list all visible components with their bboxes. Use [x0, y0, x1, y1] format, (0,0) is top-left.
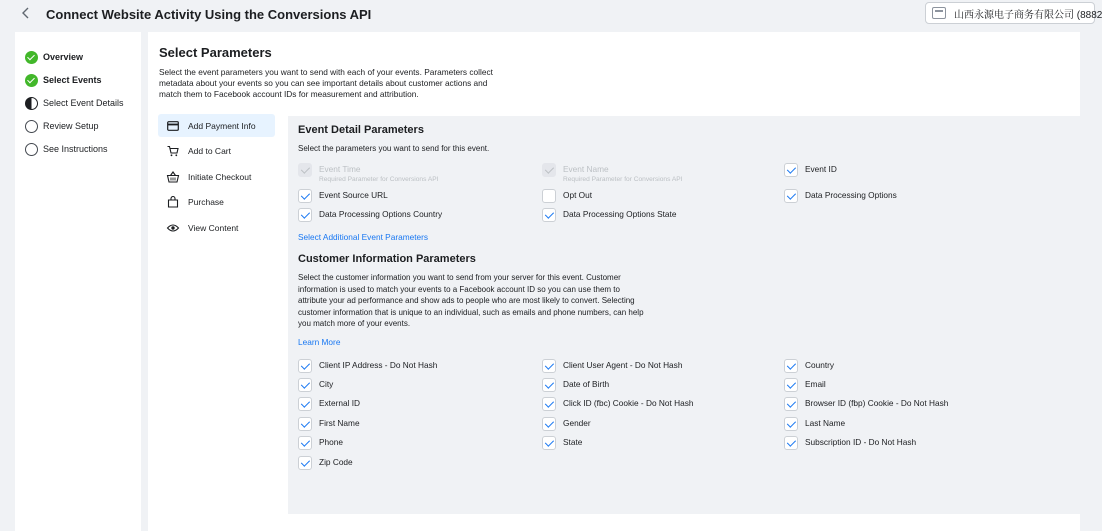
param-label: Data Processing Options State: [563, 209, 677, 219]
parameters-panel: [288, 116, 1080, 514]
ad-account-icon: [932, 7, 946, 19]
param-label: Opt Out: [563, 190, 593, 200]
param-checkbox[interactable]: [784, 417, 798, 431]
param-checkbox[interactable]: [298, 397, 312, 411]
step-overview[interactable]: [25, 49, 83, 65]
param-label: Data Processing Options: [805, 190, 897, 200]
param-label: Date of Birth: [563, 379, 610, 389]
select-additional-params-link[interactable]: Select Additional Event Parameters: [298, 232, 429, 242]
param-data-processing-options-country: [298, 208, 442, 224]
account-name: 山西永源电子商务有限公司 (8882: [954, 9, 1102, 21]
event-label: Add to Cart: [188, 146, 231, 156]
param-label: Country: [805, 360, 835, 370]
param-label: Client IP Address - Do Not Hash: [319, 360, 438, 370]
event-label: Add Payment Info: [188, 120, 256, 131]
param-email: [784, 378, 826, 394]
param-label: Subscription ID - Do Not Hash: [805, 437, 917, 447]
param-last-name: [784, 417, 845, 433]
step-select-events[interactable]: [25, 72, 102, 88]
param-client-ip-address: [298, 359, 437, 375]
event-detail-title: Event Detail Parameters: [298, 124, 424, 136]
param-event-id: [784, 163, 837, 179]
section-title: Select Parameters: [159, 45, 272, 60]
event-item-add-payment-info[interactable]: [158, 114, 275, 137]
back-button[interactable]: [18, 5, 34, 21]
param-checkbox[interactable]: [542, 436, 556, 450]
empty-circle-icon: [25, 143, 38, 156]
param-checkbox[interactable]: [784, 397, 798, 411]
param-label: Client User Agent - Do Not Hash: [563, 360, 683, 370]
param-label: Event Source URL: [319, 190, 388, 200]
eye-icon: [167, 222, 179, 234]
empty-circle-icon: [25, 120, 38, 133]
param-data-processing-options: [784, 189, 897, 205]
param-first-name: [298, 417, 360, 433]
page-title: Connect Website Activity Using the Conversions API: [46, 7, 372, 22]
step-label: Overview: [43, 52, 84, 62]
required-note: Required Parameter for Conversions API: [319, 176, 439, 183]
param-phone: [298, 436, 343, 452]
param-subscription-id: [784, 436, 916, 452]
top-bar: [0, 0, 1102, 28]
check-circle-icon: [25, 51, 38, 64]
customer-info-title: Customer Information Parameters: [298, 253, 476, 265]
param-external-id: [298, 397, 360, 413]
event-label: Purchase: [188, 197, 224, 207]
param-label: Event Name: [563, 164, 609, 174]
param-label: Browser ID (fbp) Cookie - Do Not Hash: [805, 398, 949, 408]
param-click-id-fbc: [542, 397, 693, 413]
param-zip-code: [298, 456, 353, 472]
step-label: Review Setup: [43, 121, 99, 131]
param-state: [542, 436, 582, 452]
event-item-add-to-cart[interactable]: [158, 140, 275, 163]
cart-icon: [167, 145, 179, 157]
param-checkbox[interactable]: [298, 378, 312, 392]
param-checkbox[interactable]: [784, 189, 798, 203]
event-label: Initiate Checkout: [188, 171, 252, 182]
param-label: Last Name: [805, 418, 846, 428]
setup-steps: [15, 32, 141, 531]
param-checkbox[interactable]: [542, 208, 556, 222]
param-label: Data Processing Options Country: [319, 209, 443, 219]
event-item-purchase[interactable]: [158, 191, 275, 214]
param-label: External ID: [319, 398, 361, 408]
chevron-left-icon: [18, 5, 34, 21]
param-city: [298, 378, 333, 394]
param-checkbox[interactable]: [298, 208, 312, 222]
param-checkbox[interactable]: [298, 456, 312, 470]
param-label: City: [319, 379, 334, 389]
event-item-view-content[interactable]: [158, 216, 275, 239]
param-event-source-url: [298, 189, 388, 205]
param-label: Zip Code: [319, 457, 353, 467]
param-checkbox[interactable]: [542, 189, 556, 203]
param-label: Event Time: [319, 164, 361, 174]
credit-card-icon: [167, 120, 179, 132]
param-data-processing-options-state: [542, 208, 676, 224]
param-checkbox[interactable]: [784, 378, 798, 392]
learn-more-link[interactable]: Learn More: [298, 337, 341, 347]
event-label: View Content: [188, 222, 239, 233]
param-opt-out: [542, 189, 592, 205]
param-checkbox[interactable]: [298, 189, 312, 203]
param-checkbox[interactable]: [542, 359, 556, 373]
step-review-setup[interactable]: [25, 118, 99, 134]
main-content: [148, 32, 1080, 531]
basket-icon: [167, 171, 179, 183]
step-see-instructions[interactable]: [25, 141, 108, 157]
param-label: State: [563, 437, 583, 447]
param-checkbox[interactable]: [542, 163, 556, 177]
event-list: [158, 114, 275, 242]
param-checkbox[interactable]: [298, 163, 312, 177]
step-label: Select Events: [43, 75, 102, 85]
param-date-of-birth: [542, 378, 609, 394]
customer-info-description: Select the customer information you want to send from your server for this event. Customer information is used to match your events to a Facebook account ID so you can use them to attribute your ad performance and show ads to people who are most likely to convert. Selecting customer information that is unique to an individual, such as emails and phone numbers, can help you match more of your events.: [298, 273, 644, 328]
param-checkbox[interactable]: [298, 417, 312, 431]
step-select-event-details[interactable]: [25, 95, 124, 111]
param-checkbox[interactable]: [542, 417, 556, 431]
step-label: See Instructions: [43, 144, 108, 154]
param-label: First Name: [319, 418, 360, 428]
check-circle-icon: [25, 74, 38, 87]
event-item-initiate-checkout[interactable]: [158, 165, 275, 188]
param-checkbox[interactable]: [298, 436, 312, 450]
step-label: Select Event Details: [43, 98, 124, 108]
account-selector[interactable]: [925, 2, 1102, 24]
param-browser-id-fbp: [784, 397, 948, 413]
param-checkbox[interactable]: [542, 378, 556, 392]
param-gender: [542, 417, 591, 433]
param-client-user-agent: [542, 359, 682, 375]
param-checkbox[interactable]: [542, 397, 556, 411]
purchase-bag-icon: [167, 196, 179, 208]
required-note: Required Parameter for Conversions API: [563, 176, 683, 183]
param-label: Click ID (fbc) Cookie - Do Not Hash: [563, 398, 694, 408]
param-checkbox[interactable]: [298, 359, 312, 373]
param-country: [784, 359, 834, 375]
event-detail-description: Select the parameters you want to send for this event.: [298, 144, 490, 153]
half-circle-icon: [25, 97, 38, 110]
param-checkbox[interactable]: [784, 359, 798, 373]
param-label: Event ID: [805, 164, 837, 174]
param-event-time: [298, 163, 439, 183]
param-checkbox[interactable]: [784, 163, 798, 177]
param-label: Email: [805, 379, 826, 389]
param-label: Gender: [563, 418, 591, 428]
param-checkbox[interactable]: [784, 436, 798, 450]
param-label: Phone: [319, 437, 343, 447]
param-event-name: [542, 163, 683, 183]
section-intro: Select the event parameters you want to send with each of your events. Parameters collect metadata about your events so you can see important details about customer actions and match them to Facebook account IDs for measurement and attribution.: [159, 67, 493, 99]
